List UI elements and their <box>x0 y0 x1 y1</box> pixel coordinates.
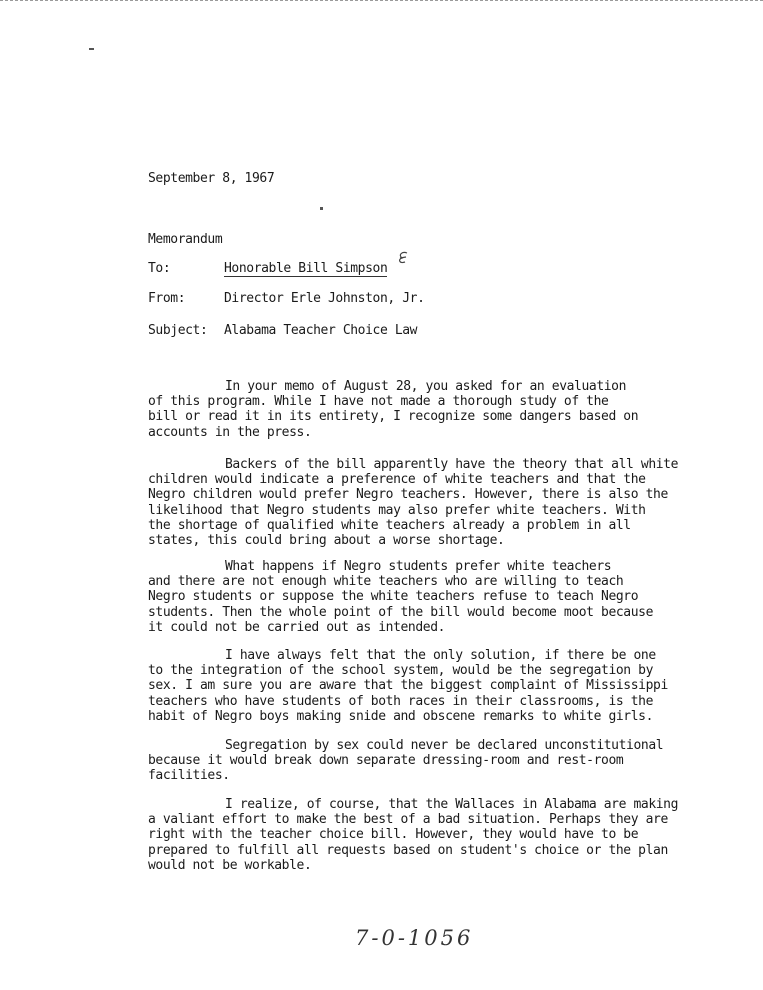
paragraph-line: states, this could bring about a worse shortage. <box>148 533 505 549</box>
paragraph-line: Backers of the bill apparently have the theory that all white <box>225 457 679 472</box>
paragraph-line: to the integration of the school system, would be the segregation by <box>148 663 654 679</box>
paragraph-line: bill or read it in its entirety, I recognize some dangers based on <box>148 409 639 425</box>
body-paragraph-1 <box>148 379 708 440</box>
paragraph-line: because it would break down separate dressing-room and rest-room <box>148 753 624 769</box>
paragraph-line: would not be workable. <box>148 857 312 873</box>
scan-speck <box>89 48 94 50</box>
paragraph-line: prepared to fulfill all requests based on student's choice or the plan <box>148 842 668 858</box>
subject-label: Subject: <box>148 323 208 338</box>
body-paragraph-4 <box>148 648 708 724</box>
memo-heading: Memorandum <box>148 232 223 247</box>
paragraph-line: Negro students or suppose the white teachers refuse to teach Negro <box>148 589 639 605</box>
paragraph-line: and there are not enough white teachers who are willing to teach <box>148 574 624 590</box>
from-sender: Director Erle Johnston, Jr. <box>224 291 425 306</box>
paragraph-line: it could not be carried out as intended. <box>148 619 446 635</box>
memo-date: September 8, 1967 <box>148 171 275 186</box>
body-paragraph-3 <box>148 559 708 635</box>
paragraph-line: students. Then the whole point of the bill would become moot because <box>148 604 654 620</box>
paragraph-line: a valiant effort to make the best of a bad situation. Perhaps they are <box>148 812 668 828</box>
body-paragraph-6 <box>148 797 708 873</box>
paragraph-line: accounts in the press. <box>148 424 312 440</box>
paragraph-line: right with the teacher choice bill. However, they would have to be <box>148 827 639 843</box>
body-paragraph-2 <box>148 457 708 548</box>
paragraph-line: of this program. While I have not made a thorough study of the <box>148 394 609 410</box>
paragraph-line: the shortage of qualified white teachers already a problem in all <box>148 517 631 533</box>
paragraph-line: What happens if Negro students prefer white teachers <box>225 559 612 574</box>
paragraph-line: sex. I am sure you are aware that the biggest complaint of Mississippi <box>148 678 668 694</box>
scan-speck <box>320 207 323 210</box>
to-label: To: <box>148 261 171 276</box>
paragraph-line: habit of Negro boys making snide and obscene remarks to white girls. <box>148 708 654 724</box>
to-recipient: Honorable Bill Simpson <box>224 261 388 276</box>
paragraph-line: I realize, of course, that the Wallaces in Alabama are making <box>225 797 679 812</box>
perforated-edge <box>0 0 763 1</box>
paragraph-line: In your memo of August 28, you asked for an evaluation <box>225 379 627 394</box>
paragraph-line: Negro children would prefer Negro teachers. However, there is also the <box>148 487 668 503</box>
paragraph-line: likelihood that Negro students may also prefer white teachers. With <box>148 502 646 518</box>
paragraph-line: I have always felt that the only solution, if there be one <box>225 648 656 663</box>
paragraph-line: Segregation by sex could never be declared unconstitutional <box>225 738 664 753</box>
paragraph-line: teachers who have students of both races in their classrooms, is the <box>148 693 654 709</box>
paragraph-line: children would indicate a preference of white teachers and that the <box>148 472 646 488</box>
handwritten-initial <box>396 250 410 266</box>
handwritten-archive-number: 7-0-1056 <box>355 926 474 950</box>
from-label: From: <box>148 291 186 306</box>
subject-text: Alabama Teacher Choice Law <box>224 323 418 338</box>
paragraph-line: facilities. <box>148 768 230 784</box>
body-paragraph-5 <box>148 738 708 784</box>
